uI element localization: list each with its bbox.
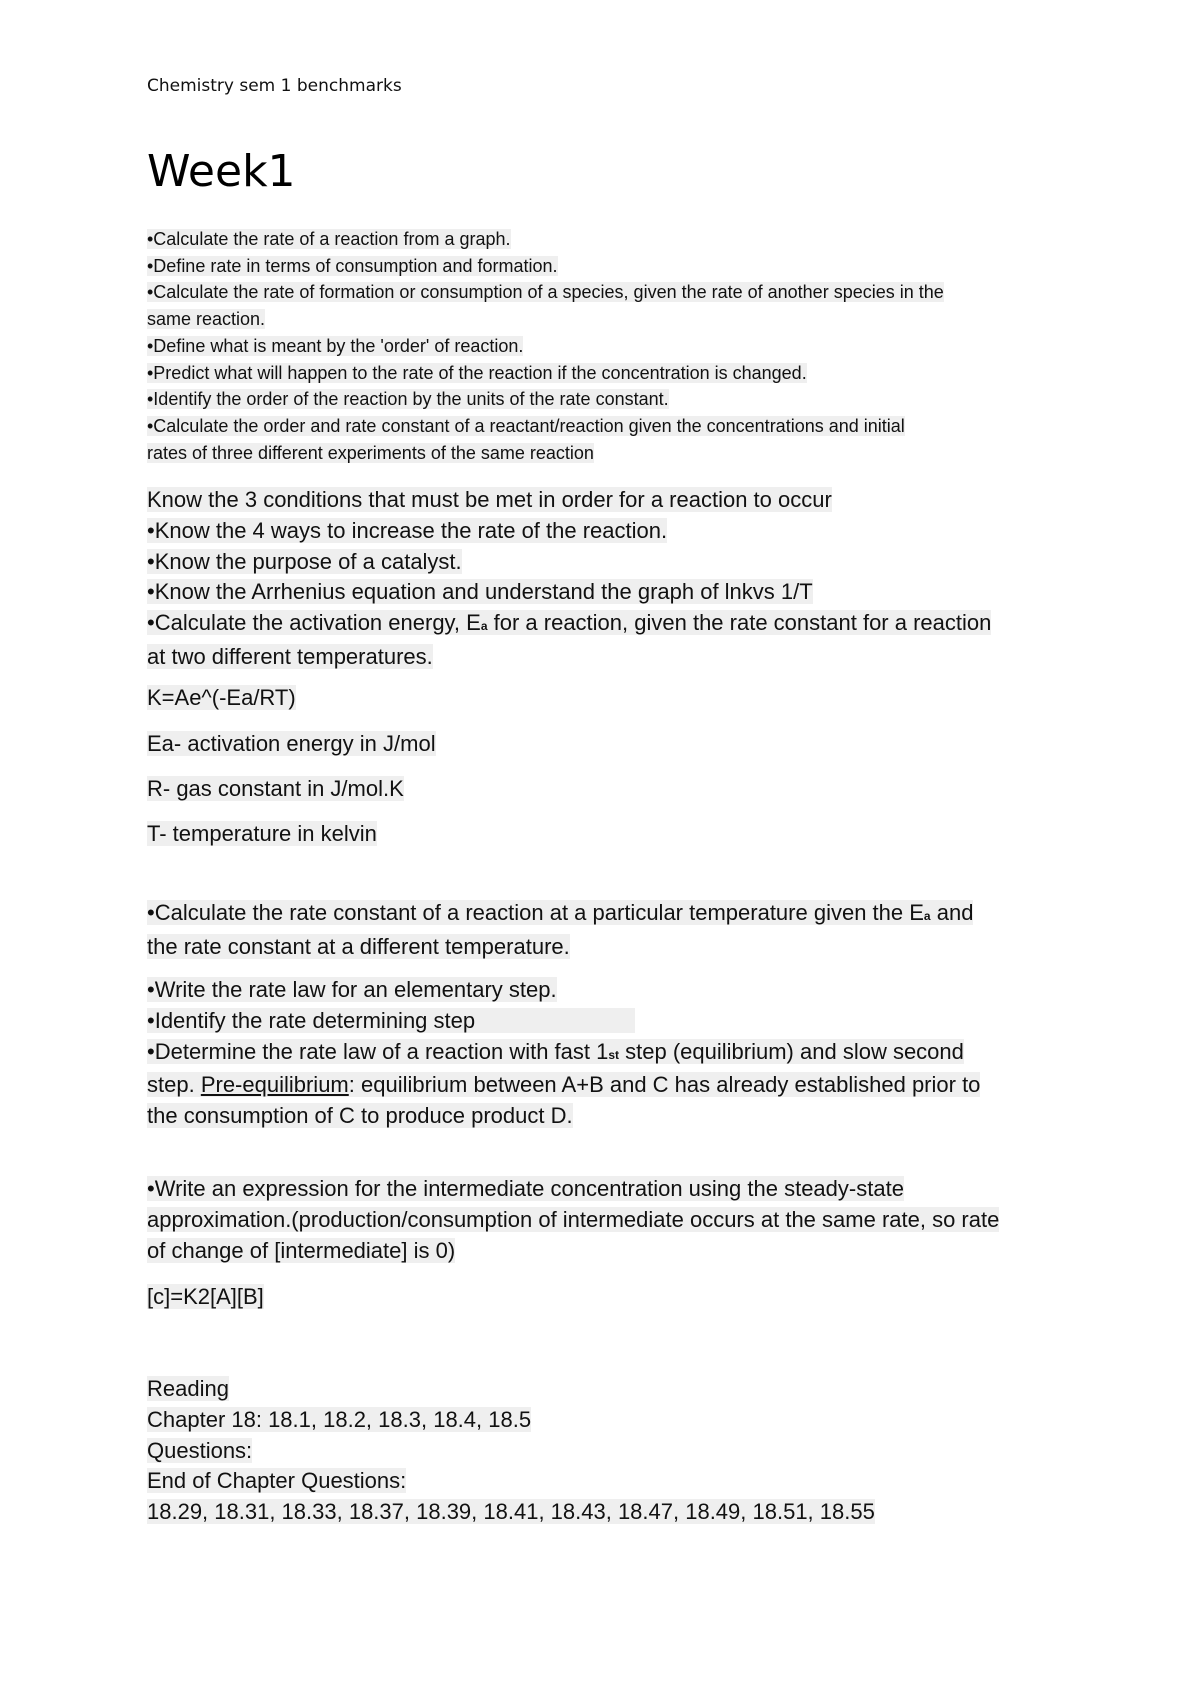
list-item: •Predict what will happen to the rate of the reaction if the concentration is changed.: [147, 362, 807, 383]
arrhenius-formula: K=Ae^(-Ea/RT): [147, 685, 296, 710]
list-item: •Calculate the rate of formation or consumption of a species, given the rate of another species in the: [147, 282, 944, 303]
list-item-ea: •Calculate the activation energy, Ea for a reaction, given the rate constant for a reaction: [147, 610, 992, 636]
page-header: Chemistry sem 1 benchmarks: [147, 76, 402, 96]
list-item: Know the 3 conditions that must be met in order for a reaction to occur: [147, 487, 832, 512]
reading-heading: Reading: [147, 1376, 229, 1401]
list-item: •Identify the order of the reaction by the units of the rate constant.: [147, 389, 669, 410]
list-item: •Know the purpose of a catalyst.: [147, 548, 462, 574]
objectives-list-2: [147, 485, 1067, 673]
definition-ea: Ea- activation energy in J/mol: [147, 731, 436, 756]
list-item: same reaction.: [147, 309, 266, 330]
pre-equilibrium-term: Pre-equilibrium: [200, 1072, 349, 1098]
list-item: •Know the 4 ways to increase the rate of the reaction.: [147, 517, 668, 543]
question-numbers: 18.29, 18.31, 18.33, 18.37, 18.39, 18.41, 18.43, 18.47, 18.49, 18.51, 18.55: [147, 1499, 875, 1525]
list-item: •Write the rate law for an elementary step.: [147, 977, 557, 1002]
questions-heading: Questions:: [147, 1437, 253, 1463]
list-item: •Calculate the rate of a reaction from a graph.: [147, 229, 511, 249]
objectives-list-1: [147, 226, 1067, 466]
reading-chapter: Chapter 18: 18.1, 18.2, 18.3, 18.4, 18.5: [147, 1406, 532, 1432]
rate-constant-item: •Calculate the rate constant of a reaction at a particular temperature given the Ea and the rate constant at a different temperature.: [147, 900, 974, 959]
steady-state-item: •Write an expression for the intermediate concentration using the steady-state approximation.(production/consumption of intermediate occurs at the same rate, so rate of change of [intermediate] is 0): [147, 1176, 1000, 1263]
steady-state-formula: [c]=K2[A][B]: [147, 1284, 264, 1309]
mechanism-list: •Write the rate law for an elementary step. •Identify the rate determining step •Determine the rate law of a reaction with fast 1st step (equilibrium) and slow second step. Pre-equilibrium: equilibrium between A+B and C has already established prior to the consumption of C to produce product D.: [147, 977, 981, 1129]
list-item: •Determine the rate law of a reaction with fast 1st step (equilibrium) and slow second: [147, 1038, 964, 1064]
list-item: rates of three different experiments of the same reaction: [147, 442, 594, 463]
definition-r: R- gas constant in J/mol.K: [147, 776, 404, 801]
definition-t: T- temperature in kelvin: [147, 821, 377, 846]
list-item: •Identify the rate determining step: [147, 1008, 635, 1033]
page-title: Week1: [147, 146, 296, 197]
end-of-chapter-heading: End of Chapter Questions:: [147, 1468, 407, 1494]
list-item: at two different temperatures.: [147, 643, 433, 669]
list-item: •Know the Arrhenius equation and understand the graph of lnkvs 1/T: [147, 579, 813, 605]
list-item: •Calculate the order and rate constant of a reactant/reaction given the concentrations and initial: [147, 415, 905, 436]
list-item: •Define what is meant by the 'order' of reaction.: [147, 335, 524, 356]
list-item: •Define rate in terms of consumption and formation.: [147, 255, 558, 276]
reading-section: [147, 1374, 1067, 1528]
